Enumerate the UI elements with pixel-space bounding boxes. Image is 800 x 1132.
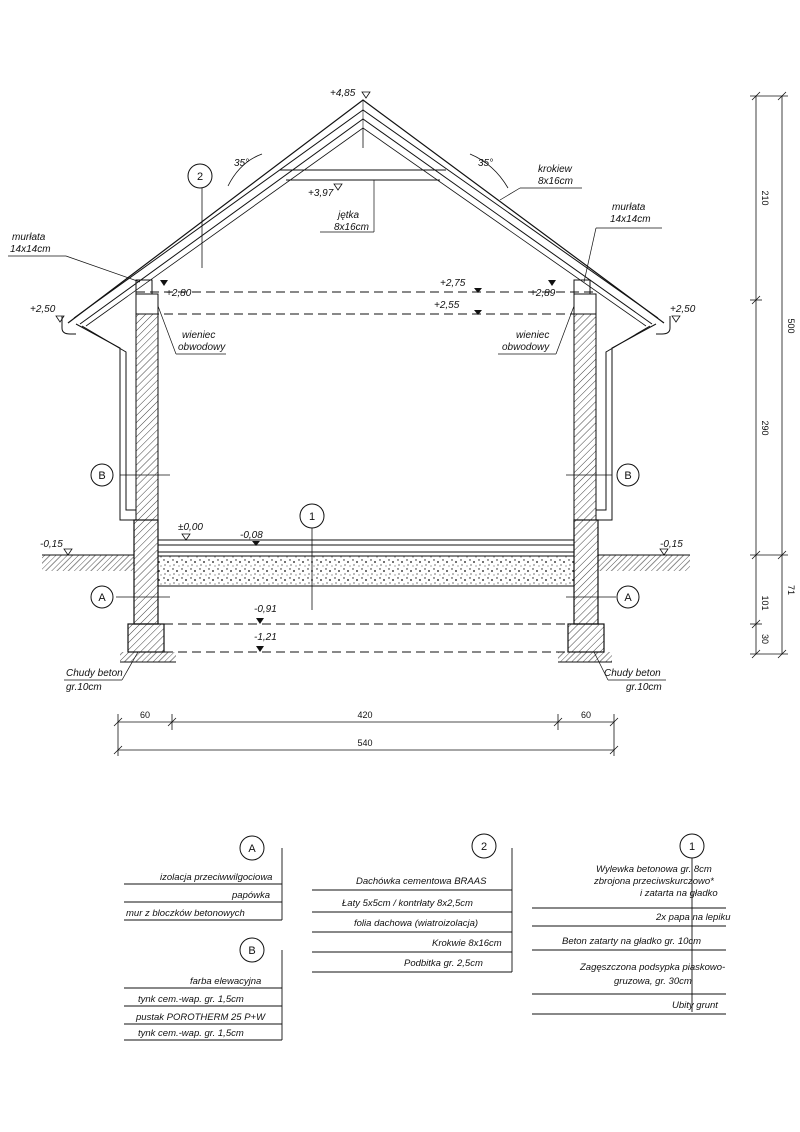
label-murlata-left	[8, 232, 140, 282]
svg-text:8x16cm: 8x16cm	[538, 176, 574, 187]
gutter-right	[596, 316, 670, 520]
svg-text:tynk cem.-wap. gr. 1,5cm: tynk cem.-wap. gr. 1,5cm	[138, 1028, 244, 1039]
svg-text:murłata: murłata	[12, 232, 46, 243]
dim-bottom-mid: 420	[357, 710, 373, 720]
label-krokiew	[500, 164, 582, 200]
marker-roof	[188, 164, 212, 188]
level-floor-zero-text: ±0,00	[178, 522, 203, 533]
svg-text:tynk cem.-wap. gr. 1,5cm: tynk cem.-wap. gr. 1,5cm	[138, 994, 244, 1005]
level-collar-text: +3,97	[308, 188, 334, 199]
svg-text:1: 1	[308, 511, 316, 523]
legend-a	[124, 836, 282, 920]
svg-text:Podbitka gr. 2,5cm: Podbitka gr. 2,5cm	[404, 958, 483, 969]
dim-vert-above: 500	[786, 318, 796, 334]
level-ground-left	[40, 539, 72, 555]
level-eave-left	[30, 304, 64, 322]
svg-text:Wylewka betonowa gr. 8cm: Wylewka betonowa gr. 8cm	[596, 864, 712, 875]
marker-wall-right	[617, 464, 639, 486]
svg-text:14x14cm: 14x14cm	[610, 214, 651, 225]
svg-text:krokiew: krokiew	[538, 164, 572, 175]
level-foundation-bottom	[254, 632, 277, 652]
svg-text:2x papa na lepiku: 2x papa na lepiku	[656, 912, 731, 923]
roof-angle-left-text: 35°	[234, 158, 250, 169]
svg-text:2: 2	[196, 171, 204, 183]
svg-text:A: A	[248, 843, 256, 855]
level-ceiling-right-text: +2,89	[530, 288, 556, 299]
dim-vert-wall: 290	[760, 420, 770, 436]
svg-text:Chudy beton: Chudy beton	[604, 668, 661, 679]
svg-text:B: B	[624, 470, 632, 482]
footing-right	[568, 624, 604, 652]
dimension-right	[750, 92, 788, 658]
level-ceiling-left-text: +2,80	[166, 288, 192, 299]
level-ground-left-text: -0,15	[40, 539, 63, 550]
svg-text:gruzowa, gr. 30cm: gruzowa, gr. 30cm	[614, 976, 692, 987]
legend-1	[532, 834, 731, 1014]
svg-text:jętka: jętka	[338, 210, 360, 221]
svg-text:papówka: papówka	[232, 890, 271, 901]
dim-vert-footing: 30	[760, 633, 770, 645]
level-floor-zero	[178, 522, 203, 540]
level-foundation-top	[254, 604, 277, 624]
level-ceiling-right	[530, 280, 556, 299]
svg-text:Ubity grunt: Ubity grunt	[672, 1000, 718, 1011]
dim-vert-found: 101	[760, 595, 770, 611]
label-wieniec-right	[498, 306, 574, 354]
gutter-left	[62, 316, 136, 520]
legend-b	[124, 938, 282, 1040]
svg-text:wieniec: wieniec	[516, 330, 550, 341]
svg-text:Beton zatarty na gładko gr. 10: Beton zatarty na gładko gr. 10cm	[562, 936, 702, 947]
level-eave-right-text: +2,50	[670, 304, 696, 315]
svg-text:wieniec: wieniec	[182, 330, 216, 341]
legend-2	[312, 834, 512, 972]
level-floor-slab	[240, 530, 263, 546]
level-ground-right	[660, 539, 683, 555]
svg-text:B: B	[98, 470, 106, 482]
svg-text:i zatarta na gładko: i zatarta na gładko	[640, 888, 718, 899]
marker-found-left	[91, 586, 113, 608]
svg-text:A: A	[98, 592, 106, 604]
label-murlata-right	[584, 202, 662, 282]
svg-text:izolacja przeciwwilgociowa: izolacja przeciwwilgociowa	[160, 872, 273, 883]
level-ridge-text: +4,85	[330, 88, 356, 99]
svg-text:Łaty 5x5cm / kontrłaty 8x2,5cm: Łaty 5x5cm / kontrłaty 8x2,5cm	[342, 898, 473, 909]
collar-tie	[280, 170, 446, 180]
wall-right	[574, 294, 596, 520]
svg-text:mur z bloczków betonowych: mur z bloczków betonowych	[126, 908, 245, 919]
svg-text:14x14cm: 14x14cm	[10, 244, 51, 255]
roof-angle-right-text: 35°	[478, 158, 494, 169]
level-eave-left-text: +2,50	[30, 304, 56, 315]
dimension-bottom	[114, 714, 618, 756]
svg-text:farba elewacyjna: farba elewacyjna	[190, 976, 262, 987]
svg-text:Krokwie 8x16cm: Krokwie 8x16cm	[432, 938, 502, 949]
svg-text:1: 1	[688, 841, 696, 853]
label-wieniec-left	[158, 306, 226, 354]
dim-bottom-left: 60	[139, 710, 151, 720]
svg-text:Dachówka cementowa BRAAS: Dachówka cementowa BRAAS	[356, 876, 487, 887]
dim-vert-ground: 71	[786, 584, 796, 596]
svg-text:2: 2	[480, 841, 488, 853]
marker-wall-left	[91, 464, 113, 486]
ring-beam-left	[136, 294, 158, 314]
level-foundation-top-text: -0,91	[254, 604, 277, 615]
level-ceiling-mid-text: +2,75	[440, 278, 466, 289]
level-wall-top	[434, 300, 482, 315]
svg-text:murłata: murłata	[612, 202, 646, 213]
svg-text:B: B	[248, 945, 256, 957]
svg-text:gr.10cm: gr.10cm	[626, 682, 662, 693]
dim-bottom-total: 540	[357, 738, 373, 748]
svg-text:gr.10cm: gr.10cm	[66, 682, 102, 693]
level-collar	[308, 184, 342, 199]
svg-text:zbrojona przeciwskurczowo*: zbrojona przeciwskurczowo*	[594, 876, 714, 887]
svg-text:folia dachowa (wiatroizolacja): folia dachowa (wiatroizolacja)	[354, 918, 479, 929]
level-foundation-bottom-text: -1,21	[254, 632, 277, 643]
svg-text:obwodowy: obwodowy	[502, 342, 550, 353]
marker-found-right	[617, 586, 639, 608]
roof-angle-left	[228, 154, 262, 186]
svg-text:pustak POROTHERM 25 P+W: pustak POROTHERM 25 P+W	[136, 1012, 266, 1023]
svg-text:Chudy beton: Chudy beton	[66, 668, 123, 679]
foundation-wall-left	[134, 520, 158, 624]
level-ridge	[330, 88, 370, 99]
svg-text:8x16cm: 8x16cm	[334, 222, 370, 233]
svg-text:obwodowy: obwodowy	[178, 342, 226, 353]
ring-beam-right	[574, 294, 596, 314]
level-ceiling-mid	[440, 278, 482, 293]
svg-text:A: A	[624, 592, 632, 604]
svg-text:Zagęszczona podsypka piaskowo-: Zagęszczona podsypka piaskowo-	[580, 962, 726, 973]
level-eave-right	[670, 304, 696, 322]
dim-bottom-right: 60	[580, 710, 592, 720]
wall-left	[136, 294, 158, 520]
level-ground-right-text: -0,15	[660, 539, 683, 550]
foundation-wall-right	[574, 520, 598, 624]
level-wall-top-text: +2,55	[434, 300, 460, 311]
level-ceiling-left	[160, 280, 192, 299]
dim-vert-roof: 210	[760, 190, 770, 206]
floor-slab	[158, 540, 574, 586]
footing-left	[128, 624, 164, 652]
level-floor-slab-text: -0,08	[240, 530, 263, 541]
marker-floor	[300, 504, 324, 528]
